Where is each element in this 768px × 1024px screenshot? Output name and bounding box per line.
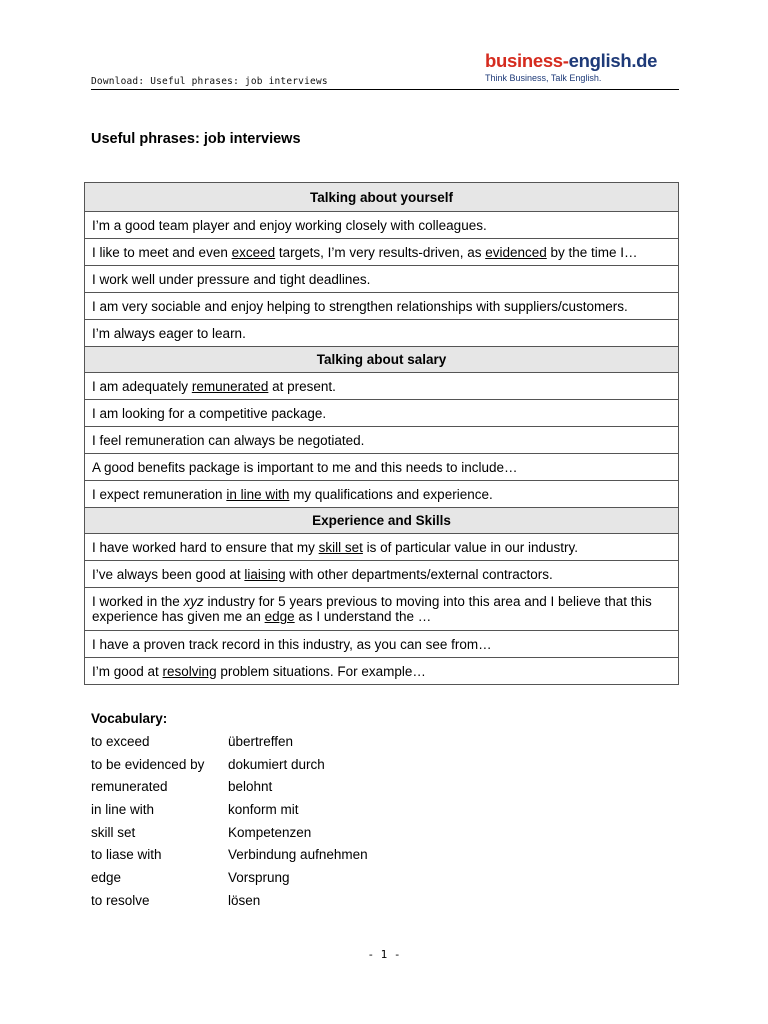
phrase-row — [85, 266, 679, 293]
section-heading: Talking about yourself — [85, 183, 679, 212]
phrases-table — [84, 182, 679, 685]
phrase-row — [85, 481, 679, 508]
vocab-item — [91, 800, 368, 823]
phrase-cell: I’m good at resolving problem situations. For example… — [85, 658, 679, 685]
vocab-term: evidenced — [485, 244, 547, 260]
vocab-german: übertreffen — [228, 734, 294, 749]
vocab-english: edge — [91, 870, 122, 886]
brand-tagline: Think Business, Talk English. — [485, 73, 602, 83]
vocab-item — [91, 777, 368, 800]
phrase-row — [85, 588, 679, 631]
phrase-row — [85, 534, 679, 561]
phrase-cell: I’m a good team player and enjoy working closely with colleagues. — [85, 212, 679, 239]
phrase-cell: I expect remuneration in line with my qualifications and experience. — [85, 481, 679, 508]
vocab-item — [91, 845, 368, 868]
brand-name-part2: english.de — [568, 50, 658, 71]
phrase-cell: I work well under pressure and tight deadlines. — [85, 266, 679, 293]
phrase-cell: I feel remuneration can always be negotiated. — [85, 427, 679, 454]
phrase-cell: I am adequately remunerated at present. — [85, 373, 679, 400]
vocab-term: exceed — [231, 244, 276, 260]
brand-logo — [485, 50, 657, 83]
vocab-english: skill set — [91, 824, 136, 840]
phrase-row — [85, 427, 679, 454]
vocab-german: konform mit — [228, 802, 299, 818]
section-header-row — [85, 347, 679, 373]
phrase-row — [85, 293, 679, 320]
vocab-term: resolving — [162, 663, 217, 679]
vocab-english: in line with — [91, 802, 155, 818]
vocab-item — [91, 868, 368, 891]
phrase-row — [85, 454, 679, 481]
vocab-english: to resolve — [91, 892, 150, 908]
vocab-item — [91, 891, 368, 914]
section-heading: Talking about salary — [85, 347, 679, 373]
vocab-english: to exceed — [91, 734, 150, 749]
page-number: - 1 - — [367, 948, 401, 961]
phrase-row — [85, 658, 679, 685]
vocab-term: skill set — [318, 539, 363, 555]
vocabulary-list — [91, 732, 368, 914]
vocab-term: in line with — [226, 486, 290, 502]
phrase-row — [85, 631, 679, 658]
page-title: Useful phrases: job interviews — [91, 131, 301, 147]
vocab-english: remunerated — [91, 779, 168, 795]
vocab-term: edge — [264, 609, 295, 624]
section-header-row — [85, 508, 679, 534]
vocab-english: to liase with — [91, 847, 162, 863]
phrase-cell: I’m always eager to learn. — [85, 320, 679, 347]
phrase-cell: I have a proven track record in this industry, as you can see from… — [85, 631, 679, 658]
phrase-row — [85, 561, 679, 588]
vocab-item — [91, 755, 368, 778]
header-divider — [91, 89, 679, 90]
phrase-cell: A good benefits package is important to me and this needs to include… — [85, 454, 679, 481]
vocab-german: lösen — [228, 892, 261, 908]
vocab-item — [91, 823, 368, 846]
section-header-row — [85, 183, 679, 212]
vocabulary-title: Vocabulary: — [91, 711, 168, 726]
vocab-item — [91, 732, 368, 755]
vocab-german: Verbindung aufnehmen — [228, 847, 368, 863]
phrase-cell: I like to meet and even exceed targets, I’m very results-driven, as evidenced by the time I… — [85, 239, 679, 266]
phrase-cell: I’ve always been good at liaising with other departments/external contractors. — [85, 561, 679, 588]
vocab-german: belohnt — [228, 779, 273, 795]
phrase-row — [85, 373, 679, 400]
phrase-row — [85, 400, 679, 427]
phrase-cell: I am very sociable and enjoy helping to strengthen relationships with suppliers/customers. — [85, 293, 679, 320]
phrase-cell: I am looking for a competitive package. — [85, 400, 679, 427]
brand-name — [485, 50, 657, 72]
phrase-row — [85, 320, 679, 347]
section-heading: Experience and Skills — [85, 508, 679, 534]
download-label: Download: Useful phrases: job interviews — [91, 76, 328, 87]
placeholder-term: xyz — [183, 594, 204, 609]
phrase-cell: I have worked hard to ensure that my skill set is of particular value in our industry. — [85, 534, 679, 561]
phrase-cell: I worked in the xyz industry for 5 years previous to moving into this area and I believe that this experience has given me an edge as I understand the … — [85, 588, 679, 631]
vocab-term: remunerated — [191, 378, 269, 394]
phrase-row — [85, 239, 679, 266]
brand-name-part1: business- — [485, 50, 569, 71]
phrase-row — [85, 212, 679, 239]
vocab-german: Kompetenzen — [228, 824, 312, 840]
vocab-german: Vorsprung — [228, 870, 290, 886]
vocab-term: liaising — [244, 566, 286, 582]
vocab-german: dokumiert durch — [228, 756, 325, 772]
vocab-english: to be evidenced by — [91, 756, 205, 772]
